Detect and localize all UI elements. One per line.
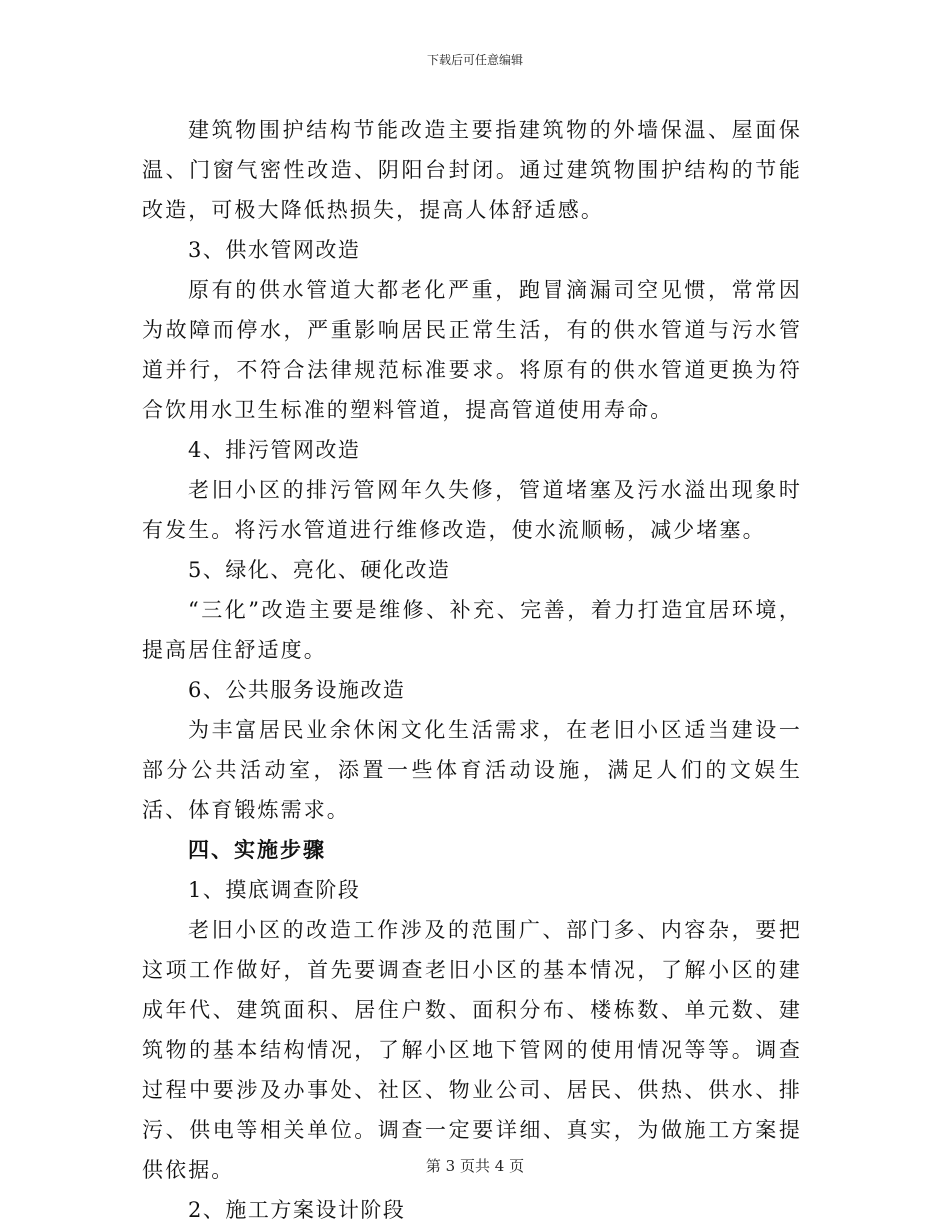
section-heading-implementation: 四、实施步骤: [188, 837, 326, 862]
heading-design-stage: 2、施工方案设计阶段: [188, 1198, 406, 1222]
paragraph-envelope-retrofit: 建筑物围护结构节能改造主要指建筑物的外墙保温、屋面保温、门窗气密性改造、阴阳台封闭。通过建筑物围护结构的节能改造，可极大降低热损失，提高人体舒适感。: [142, 118, 802, 222]
heading-survey-stage: 1、摸底调查阶段: [188, 878, 361, 902]
page-header: 下载后可任意编辑: [426, 53, 523, 67]
paragraph-survey-stage: 老旧小区的改造工作涉及的范围广、部门多、内容杂，要把这项工作做好，首先要调查老旧小区的基本情况，了解小区的建成年代、建筑面积、居住户数、面积分布、楼栋数、单元数、建筑物的基本结构情况，了解小区地下管网的使用情况等等。调查过程中要涉及办事处、社区、物业公司、居民、供热、供水、排污、供电等相关单位。调查一定要详细、真实，为做施工方案提供依据。: [142, 918, 802, 1182]
heading-water-supply: 3、供水管网改造: [188, 238, 361, 262]
heading-public-services: 6、公共服务设施改造: [188, 678, 406, 702]
paragraph-public-services: 为丰富居民业余休闲文化生活需求，在老旧小区适当建设一部分公共活动室，添置一些体育活动设施，满足人们的文娱生活、体育锻炼需求。: [142, 718, 802, 822]
heading-greening: 5、绿化、亮化、硬化改造: [188, 558, 451, 582]
paragraph-water-supply: 原有的供水管道大都老化严重，跑冒滴漏司空见惯，常常因为故障而停水，严重影响居民正常生活，有的供水管道与污水管道并行，不符合法律规范标准要求。将原有的供水管道更换为符合饮用水卫生标准的塑料管道，提高管道使用寿命。: [142, 278, 802, 422]
document-body: [142, 110, 802, 1230]
page-number-footer: 第 3 页共 4 页: [425, 1157, 525, 1175]
paragraph-greening: “三化”改造主要是维修、补充、完善，着力打造宜居环境，提高居住舒适度。: [142, 598, 802, 662]
paragraph-sewage: 老旧小区的排污管网年久失修，管道堵塞及污水溢出现象时有发生。将污水管道进行维修改造，使水流顺畅，减少堵塞。: [142, 478, 802, 542]
heading-sewage: 4、排污管网改造: [188, 438, 361, 462]
